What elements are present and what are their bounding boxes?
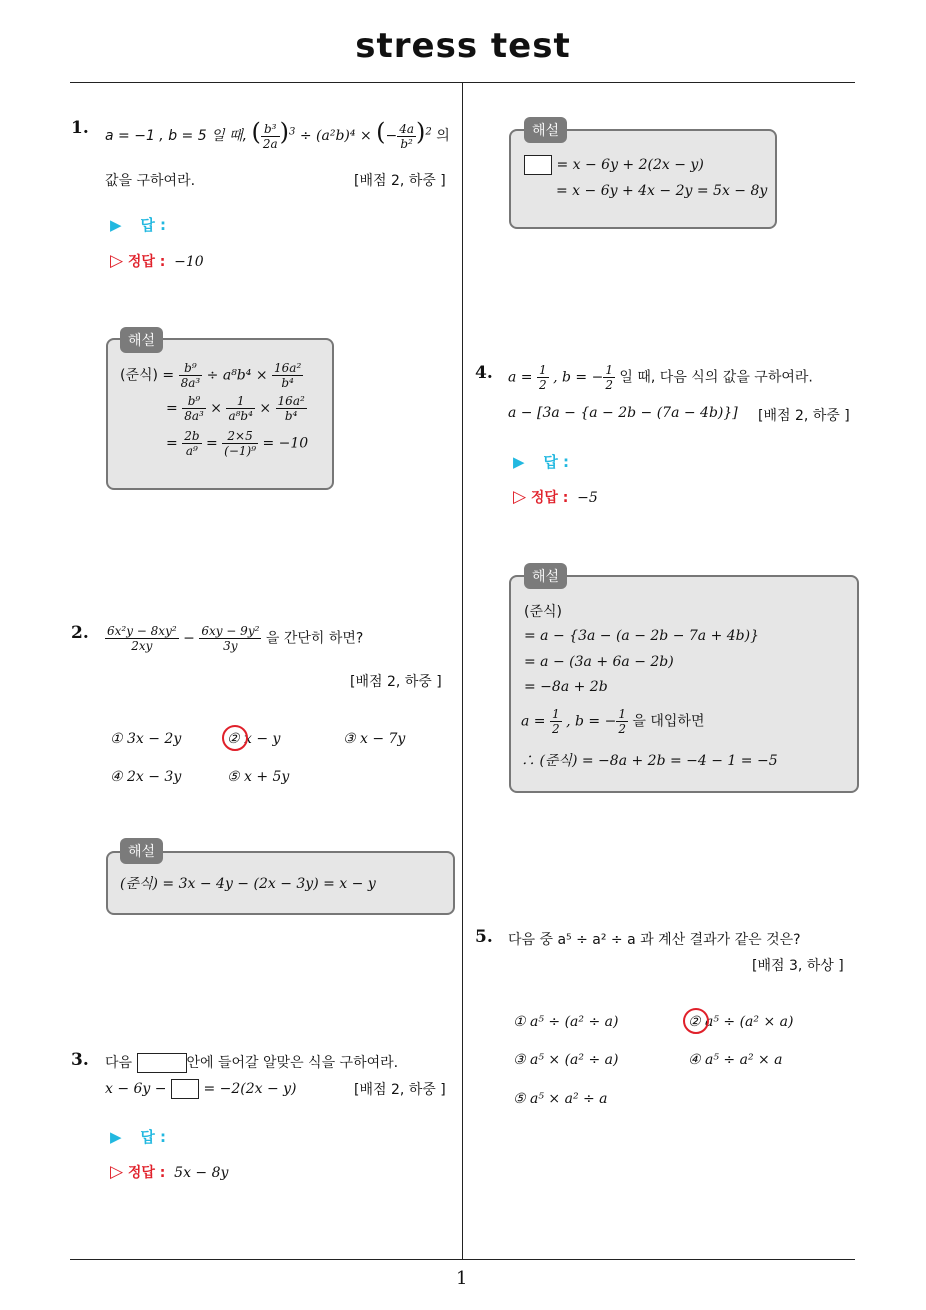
question-1-stem-suffix: 의 bbox=[436, 128, 450, 144]
outline-arrow-icon: ▷ bbox=[513, 487, 527, 507]
answer-blank-box bbox=[171, 1079, 199, 1099]
q2-explain-line: (준식) = 3x − 4y − (2x − 3y) = x − y bbox=[120, 876, 376, 892]
question-1-tag: [배점 2, 하중 ] bbox=[354, 173, 446, 189]
correct-label: 정답 : bbox=[127, 254, 166, 270]
explanation-label: 해설 bbox=[524, 563, 567, 589]
q3-stem-b: 안에 들어갈 알맞은 식을 구하여라. bbox=[186, 1055, 399, 1071]
explanation-label: 해설 bbox=[120, 327, 163, 353]
question-4-stem-suffix: 일 때, 다음 식의 값을 구하여라. bbox=[619, 369, 813, 386]
selected-answer-circle bbox=[222, 725, 248, 751]
question-3-tag: [배점 2, 하중 ] bbox=[354, 1082, 446, 1098]
question-1-number: 1. bbox=[71, 118, 89, 138]
question-2-choice-2[interactable]: ② x − y bbox=[227, 731, 281, 747]
question-3-line2 bbox=[105, 1079, 297, 1099]
answer-blank-box bbox=[137, 1053, 187, 1073]
q3-stem-a: 다음 bbox=[105, 1055, 133, 1071]
question-3-explanation-box bbox=[509, 129, 777, 229]
answer-label: 답 : bbox=[543, 453, 570, 471]
q4-explain-final: ∴ (준식) = −8a + 2b = −4 − 1 = −5 bbox=[521, 753, 778, 769]
question-1-correct-row bbox=[110, 251, 204, 271]
question-2-choice-5[interactable]: ⑤ x + 5y bbox=[227, 769, 290, 785]
question-1-stem-line2: 값을 구하여라. bbox=[105, 173, 196, 189]
question-4-correct-row bbox=[513, 487, 598, 507]
q1-explain-result: = −10 bbox=[262, 435, 309, 452]
question-5-choice-5[interactable]: ⑤ a⁵ × a² ÷ a bbox=[513, 1091, 608, 1107]
q3-explain-line2: = x − 6y + 4x − 2y = 5x − 8y bbox=[556, 183, 768, 199]
question-1-stem-prefix: a = −1 , b = 5 일 때, bbox=[105, 128, 248, 144]
q4-explain-substitution: a = $\frac{1}{2}$ , b = − $\frac{1}{2}$ 을 대입하면 bbox=[521, 707, 705, 736]
correct-value: 5x − 8y bbox=[174, 1165, 229, 1181]
q4-explain-line4: = −8a + 2b bbox=[524, 679, 608, 695]
question-2-choice-3[interactable]: ③ x − 7y bbox=[343, 731, 406, 747]
question-2-choice-1[interactable]: ① 3x − 2y bbox=[110, 731, 182, 747]
outline-arrow-icon: ▷ bbox=[110, 1162, 124, 1182]
question-2-stem: $\frac{\text{6x²y − 8xy²}}{2xy}$ − $\frac{\text{6xy − 9y²}}{3y}$ 을 간단히 하면? bbox=[107, 624, 364, 653]
answer-label: 답 : bbox=[140, 216, 167, 234]
question-5-choice-4[interactable]: ④ a⁵ ÷ a² × a bbox=[688, 1052, 783, 1068]
answer-blank-box bbox=[524, 155, 552, 175]
explanation-label: 해설 bbox=[120, 838, 163, 864]
question-3-stem bbox=[105, 1052, 398, 1073]
q1-explain-line2: = $\frac{\text{b⁹}}{\text{8a³}}$ × $\frac{1}{\text{a⁸b⁴}}$ × $\frac{\text{16a²}}{\text{b⁴}}$ bbox=[166, 394, 305, 423]
question-5-choice-2[interactable]: ② a⁵ ÷ (a² × a) bbox=[688, 1014, 794, 1030]
q1-explain-prefix: (준식) = bbox=[120, 367, 175, 384]
question-2-choice-4[interactable]: ④ 2x − 3y bbox=[110, 769, 182, 785]
play-arrow-icon: ▶ bbox=[110, 1128, 122, 1146]
question-3-correct-row bbox=[110, 1162, 228, 1182]
question-5-stem: 다음 중 a⁵ ÷ a² ÷ a 과 계산 결과가 같은 것은? bbox=[508, 932, 801, 948]
question-2-number: 2. bbox=[71, 623, 89, 643]
q3-explain-line1 bbox=[524, 155, 704, 175]
question-5-tag: [배점 3, 하상 ] bbox=[752, 958, 844, 974]
selected-answer-circle bbox=[683, 1008, 709, 1034]
question-3-number: 3. bbox=[71, 1050, 89, 1070]
question-5-choice-3[interactable]: ③ a⁵ × (a² ÷ a) bbox=[513, 1052, 619, 1068]
q4-explain-line2: = a − {3a − (a − 2b − 7a + 4b)} bbox=[524, 628, 760, 644]
q4-explain-line3: = a − (3a + 6a − 2b) bbox=[524, 654, 674, 670]
question-4-answer-row bbox=[513, 451, 569, 472]
correct-label: 정답 : bbox=[530, 490, 569, 506]
question-4-stem: a = $\frac{1}{2}$ , b = − $\frac{1}{2}$ 일 때, 다음 식의 값을 구하여라. bbox=[508, 363, 813, 392]
q3-line2-a: x − 6y − bbox=[105, 1081, 167, 1097]
question-5-choice-1[interactable]: ① a⁵ ÷ (a² ÷ a) bbox=[513, 1014, 619, 1030]
page-title: stress test bbox=[355, 26, 571, 66]
correct-value: −5 bbox=[577, 490, 598, 506]
page-number: 1 bbox=[456, 1268, 468, 1289]
q1-explain-line3: = $\frac{2b}{\text{a⁹}}$ = $\frac{2\times 5}{\text{(−1)⁹}}$ = −10 bbox=[166, 429, 309, 458]
question-4-number: 4. bbox=[475, 363, 493, 383]
question-5-number: 5. bbox=[475, 927, 493, 947]
play-arrow-icon: ▶ bbox=[513, 453, 525, 471]
q4-explain-sub-suffix: 을 대입하면 bbox=[632, 713, 705, 730]
column-divider bbox=[462, 83, 463, 1260]
q4-explain-line1: (준식) bbox=[524, 604, 562, 620]
footer-rule bbox=[70, 1259, 855, 1260]
question-1-stem: a = −1 , b = 5 일 때, ( $\frac{\text{b³}}{2a}$ )$^3$ ÷ (a²b)⁴ × (− $\frac{4a}{\text{b²}}$ )$^2$ 의 bbox=[105, 118, 450, 151]
q1-explain-line1: (준식) = $\frac{\text{b⁹}}{\text{8a³}}$ ÷ a⁸b⁴ × $\frac{\text{16a²}}{\text{b⁴}}$ bbox=[120, 361, 302, 390]
question-2-tag: [배점 2, 하중 ] bbox=[350, 674, 442, 690]
question-3-answer-row bbox=[110, 1126, 166, 1147]
outline-arrow-icon: ▷ bbox=[110, 251, 124, 271]
question-4-tag: [배점 2, 하중 ] bbox=[758, 408, 850, 424]
correct-value: −10 bbox=[174, 254, 204, 270]
q3-explain-l1: = x − 6y + 2(2x − y) bbox=[556, 157, 704, 173]
question-2-stem-suffix: 을 간단히 하면? bbox=[265, 630, 364, 647]
question-1-answer-row bbox=[110, 214, 166, 235]
answer-label: 답 : bbox=[140, 1128, 167, 1146]
play-arrow-icon: ▶ bbox=[110, 216, 122, 234]
question-4-line2: a − [3a − {a − 2b − (7a − 4b)}] bbox=[508, 405, 738, 421]
explanation-label: 해설 bbox=[524, 117, 567, 143]
correct-label: 정답 : bbox=[127, 1165, 166, 1181]
q3-line2-b: = −2(2x − y) bbox=[203, 1081, 297, 1097]
